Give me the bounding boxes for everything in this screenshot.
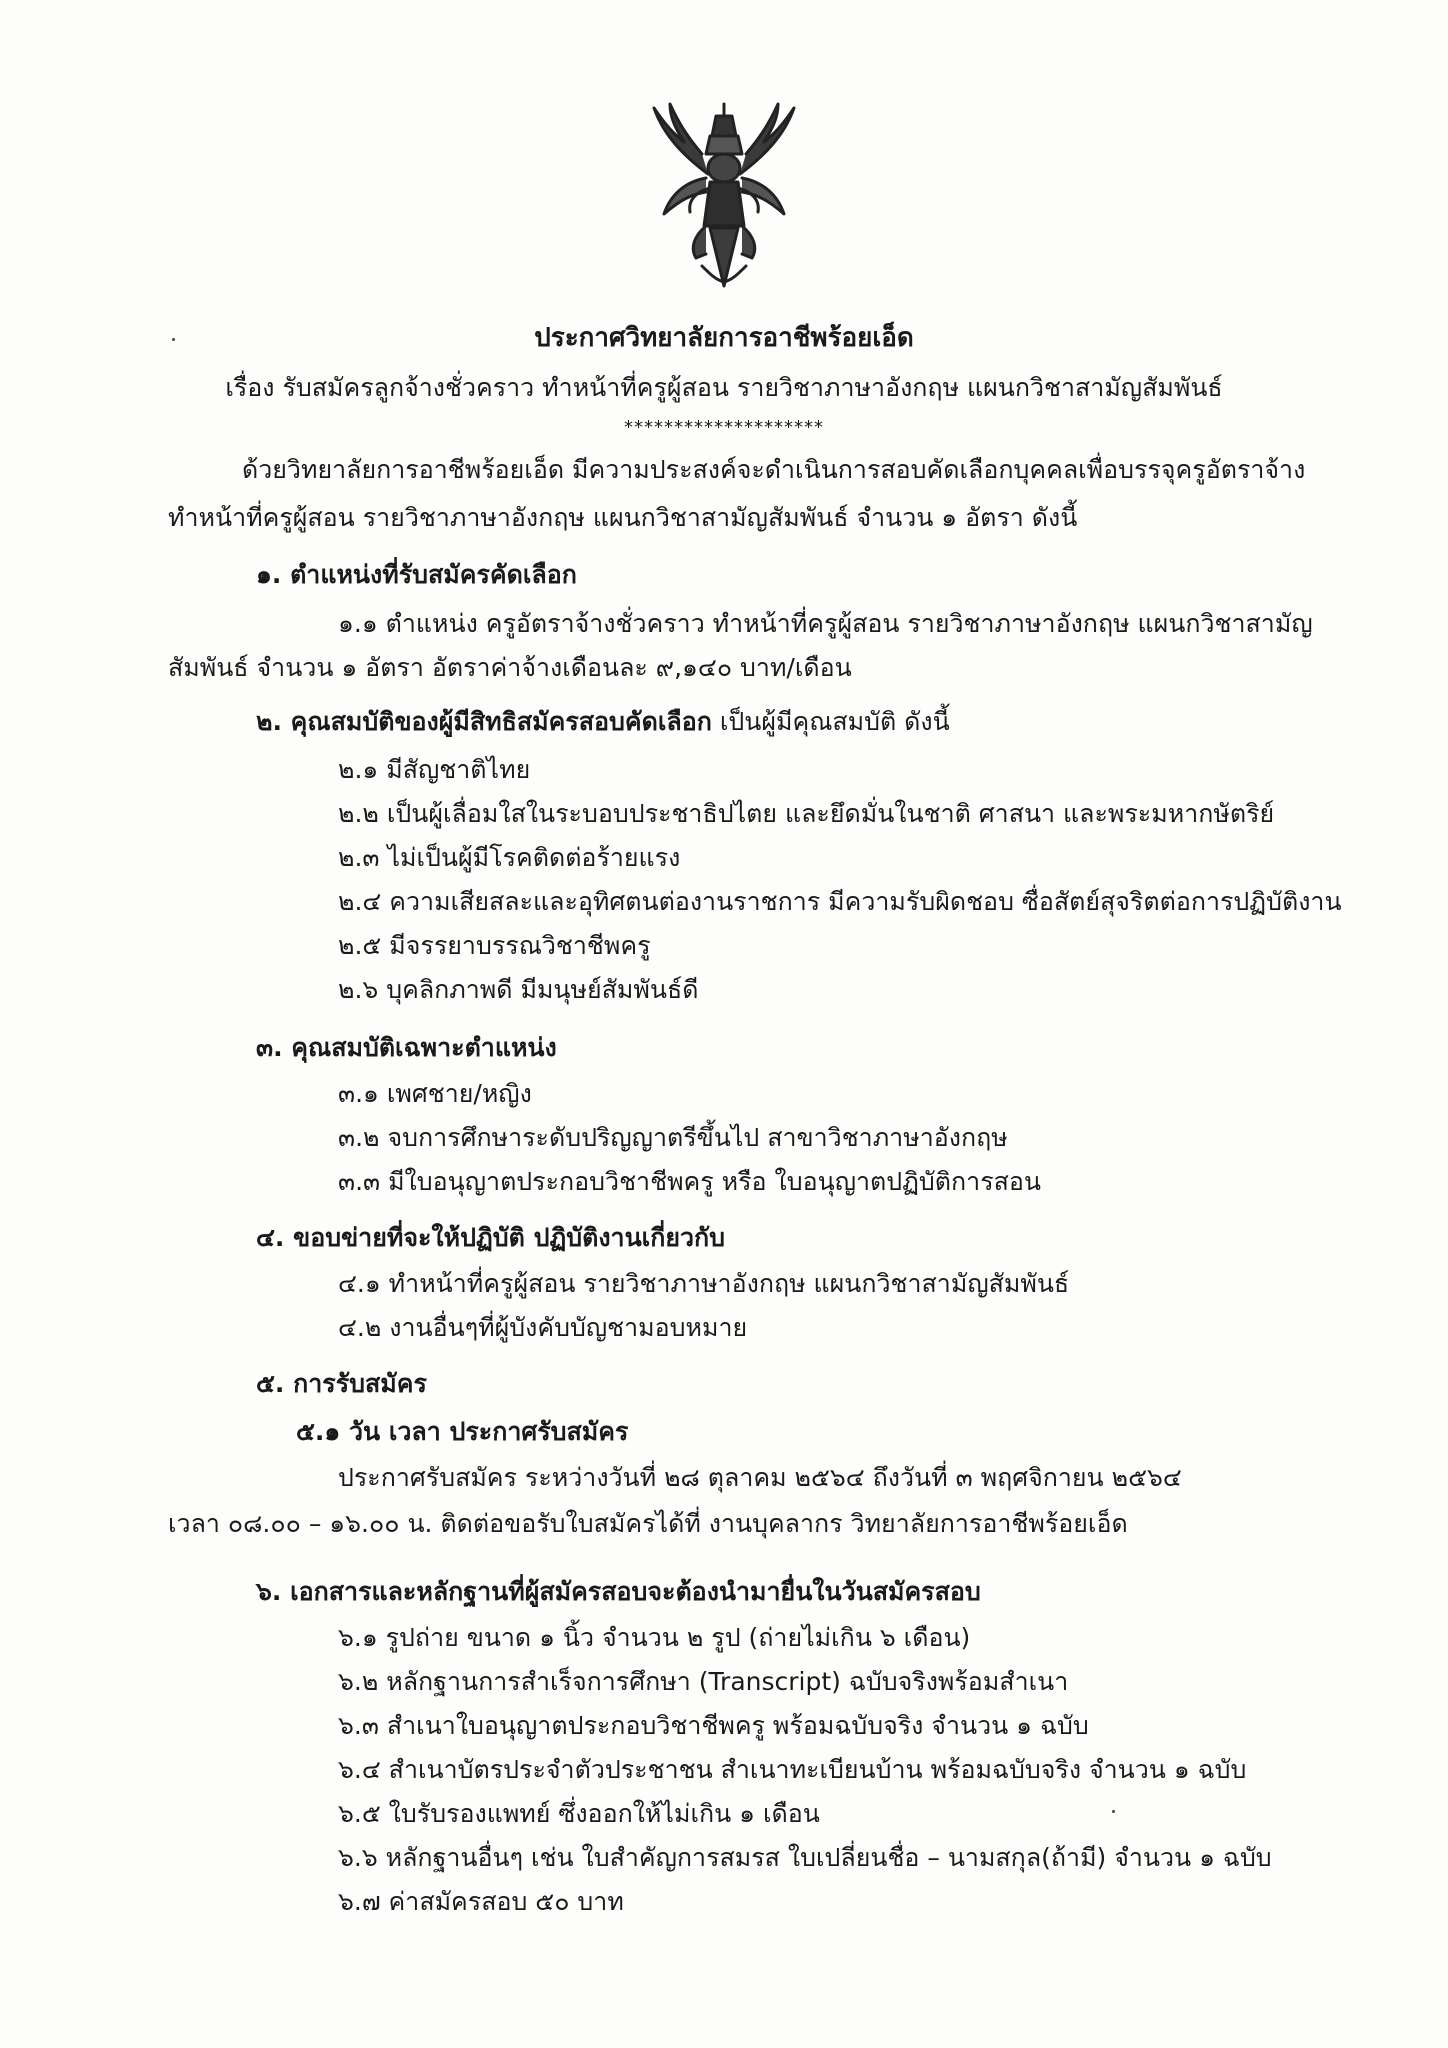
section-2-item: ๒.๖ บุคลิกภาพดี มีมนุษย์สัมพันธ์ดี (338, 975, 699, 1004)
section-6-item: ๖.๒ หลักฐานการสำเร็จการศึกษา (Transcript) ฉบับจริงพร้อมสำเนา (338, 1667, 1069, 1696)
section-5-line-2: เวลา ๐๘.๐๐ – ๑๖.๐๐ น. ติดต่อขอรับใบสมัครได้ที่ งานบุคลากร วิทยาลัยการอาชีพร้อยเอ็ด (168, 1509, 1128, 1538)
section-6-heading: ๖. เอกสารและหลักฐานที่ผู้สมัครสอบจะต้องนำมายื่นในวันสมัครสอบ (256, 1577, 981, 1606)
section-6-item: ๖.๔ สำเนาบัตรประจำตัวประชาชน สำเนาทะเบียนบ้าน พร้อมฉบับจริง จำนวน ๑ ฉบับ (338, 1755, 1247, 1784)
section-2-item: ๒.๑ มีสัญชาติไทย (338, 755, 531, 784)
section-4-item: ๔.๑ ทำหน้าที่ครูผู้สอน รายวิชาภาษาอังกฤษ แผนกวิชาสามัญสัมพันธ์ (338, 1269, 1070, 1298)
section-2-item: ๒.๕ มีจรรยาบรรณวิชาชีพครู (338, 931, 651, 960)
section-2-item: ๒.๒ เป็นผู้เลื่อมใสในระบอบประชาธิปไตย และยึดมั่นในชาติ ศาสนา และพระมหากษัตริย์ (338, 799, 1275, 828)
section-6-item: ๖.๓ สำเนาใบอนุญาตประกอบวิชาชีพครู พร้อมฉบับจริง จำนวน ๑ ฉบับ (338, 1711, 1089, 1740)
section-6-item: ๖.๗ ค่าสมัครสอบ ๕๐ บาท (338, 1887, 624, 1916)
section-6-item: ๖.๖ หลักฐานอื่นๆ เช่น ใบสำคัญการสมรส ใบเปลี่ยนชื่อ – นามสกุล(ถ้ามี) จำนวน ๑ ฉบับ (338, 1843, 1272, 1872)
section-3-heading: ๓. คุณสมบัติเฉพาะตำแหน่ง (256, 1033, 557, 1062)
section-3-item: ๓.๓ มีใบอนุญาตประกอบวิชาชีพครู หรือ ใบอนุญาตปฏิบัติการสอน (338, 1167, 1041, 1196)
section-6-item: ๖.๕ ใบรับรองแพทย์ ซึ่งออกให้ไม่เกิน ๑ เดือน (338, 1799, 820, 1828)
intro-line-2: ทำหน้าที่ครูผู้สอน รายวิชาภาษาอังกฤษ แผนกวิชาสามัญสัมพันธ์ จำนวน ๑ อัตรา ดังนี้ (168, 503, 1078, 532)
section-5-subheading: ๕.๑ วัน เวลา ประกาศรับสมัคร (296, 1417, 629, 1446)
intro-line-1: ด้วยวิทยาลัยการอาชีพร้อยเอ็ด มีความประสงค์จะดำเนินการสอบคัดเลือกบุคคลเพื่อบรรจุครูอัตราจ้าง (242, 455, 1306, 484)
section-1-heading: ๑. ตำแหน่งที่รับสมัครคัดเลือก (256, 560, 577, 589)
star-divider: ******************** (624, 417, 824, 438)
section-2-item: ๒.๓ ไม่เป็นผู้มีโรคติดต่อร้ายแรง (338, 843, 681, 872)
section-5-heading: ๕. การรับสมัคร (256, 1369, 427, 1398)
scan-speck (172, 338, 175, 341)
section-4-heading: ๔. ขอบข่ายที่จะให้ปฏิบัติ ปฏิบัติงานเกี่ยวกับ (256, 1223, 726, 1252)
scan-speck (1112, 1810, 1115, 1813)
section-5-line-1: ประกาศรับสมัคร ระหว่างวันที่ ๒๘ ตุลาคม ๒๕๖๔ ถึงวันที่ ๓ พฤศจิกายน ๒๕๖๔ (338, 1463, 1182, 1492)
garuda-emblem-icon (644, 96, 804, 296)
section-2-heading-row (256, 704, 950, 740)
section-4-item: ๔.๒ งานอื่นๆที่ผู้บังคับบัญชามอบหมาย (338, 1313, 748, 1342)
section-1-line-1: ๑.๑ ตำแหน่ง ครูอัตราจ้างชั่วคราว ทำหน้าที่ครูผู้สอน รายวิชาภาษาอังกฤษ แผนกวิชาสามัญ (338, 609, 1313, 638)
section-6-item: ๖.๑ รูปถ่าย ขนาด ๑ นิ้ว จำนวน ๒ รูป (ถ่ายไม่เกิน ๖ เดือน) (338, 1623, 971, 1652)
section-2-heading-tail: เป็นผู้มีคุณสมบัติ ดังนี้ (711, 707, 950, 736)
section-1-line-2: สัมพันธ์ จำนวน ๑ อัตรา อัตราค่าจ้างเดือนละ ๙,๑๔๐ บาท/เดือน (168, 653, 852, 682)
section-2-item: ๒.๔ ความเสียสละและอุทิศตนต่องานราชการ มีความรับผิดชอบ ซื่อสัตย์สุจริตต่อการปฏิบัติงาน (338, 887, 1342, 916)
announcement-title: ประกาศวิทยาลัยการอาชีพร้อยเอ็ด (534, 323, 914, 353)
section-3-item: ๓.๒ จบการศึกษาระดับปริญญาตรีขึ้นไป สาขาวิชาภาษาอังกฤษ (338, 1123, 1008, 1152)
section-3-item: ๓.๑ เพศชาย/หญิง (338, 1079, 532, 1108)
announcement-subject: เรื่อง รับสมัครลูกจ้างชั่วคราว ทำหน้าที่ครูผู้สอน รายวิชาภาษาอังกฤษ แผนกวิชาสามัญสัมพันธ์ (225, 373, 1223, 402)
section-2-heading: ๒. คุณสมบัติของผู้มีสิทธิสมัครสอบคัดเลือก (256, 707, 712, 736)
